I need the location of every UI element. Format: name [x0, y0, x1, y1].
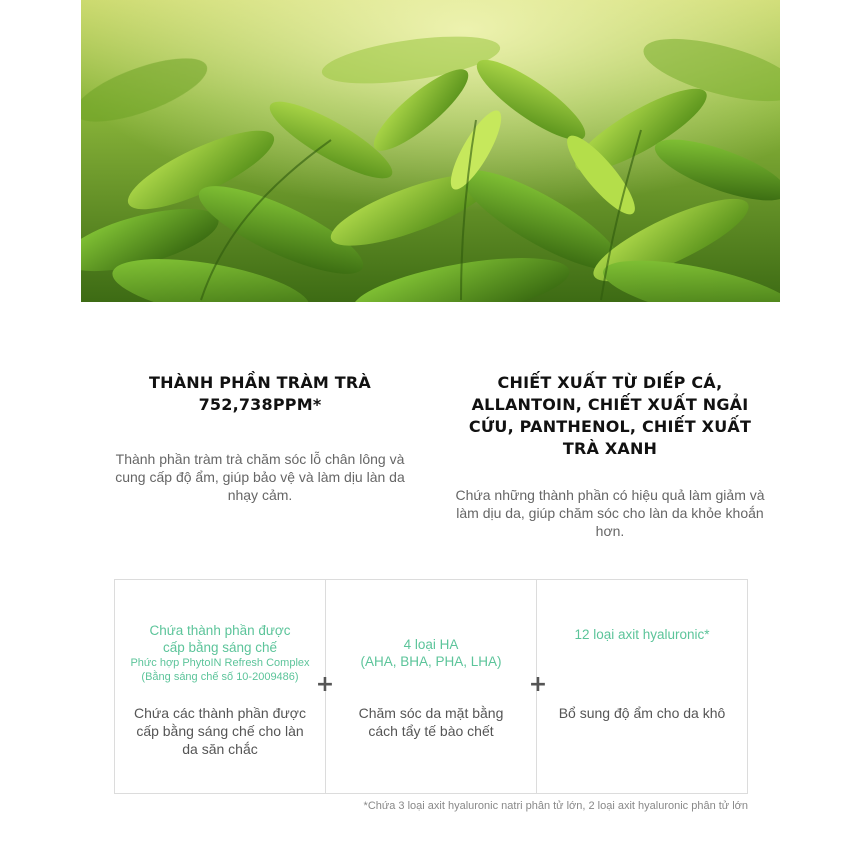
tea-leaves-image [81, 0, 780, 302]
cell-heading [115, 618, 325, 688]
cell-heading-main: 4 loại HA [403, 637, 459, 652]
feature-extracts [440, 372, 780, 540]
cell-heading [537, 618, 747, 688]
cell-heading [326, 618, 536, 688]
feature-description: Chứa những thành phần có hiệu quả làm giảm và làm dịu da, giúp chăm sóc cho làn da khỏe khoắn hơn. [455, 487, 765, 539]
cell-description: Chăm sóc da mặt bằng cách tẩy tế bào chết [358, 705, 504, 739]
feature-tea-tree [100, 372, 420, 504]
ingredient-cell-patent [115, 580, 325, 793]
ingredient-cell-ha [325, 580, 536, 793]
cell-description: Bổ sung độ ẩm cho da khô [558, 705, 726, 721]
ingredient-cell-hyaluronic [536, 580, 747, 793]
tea-leaves-illustration [81, 0, 780, 302]
feature-title: THÀNH PHẦN TRÀM TRÀ 752,738PPM* [148, 373, 372, 414]
cell-heading-main: Chứa thành phần được cấp bằng sáng chế [149, 623, 291, 655]
plus-icon: + [315, 672, 335, 697]
cell-heading-main: 12 loại axit hyaluronic* [574, 627, 710, 642]
ingredient-table [114, 579, 748, 794]
feature-description: Thành phần tràm trà chăm sóc lỗ chân lông và cung cấp độ ẩm, giúp bảo vệ và làm dịu làn da nhạy cảm. [115, 451, 405, 503]
cell-heading-sub: (AHA, BHA, PHA, LHA) [360, 654, 502, 669]
footnote: *Chứa 3 loại axit hyaluronic natri phân tử lớn, 2 loại axit hyaluronic phân tử lớn [363, 800, 748, 812]
plus-icon: + [528, 672, 548, 697]
cell-description: Chứa các thành phần được cấp bằng sáng chế cho làn da săn chắc [134, 705, 306, 757]
cell-heading-sub: Phức hợp PhytoIN Refresh Complex (Bằng sáng chế số 10-2009486) [130, 657, 310, 683]
feature-title: CHIẾT XUẤT TỪ DIẾP CÁ, ALLANTOIN, CHIẾT XUẤT NGẢI CỨU, PANTHENOL, CHIẾT XUẤT TRÀ XANH [468, 373, 752, 458]
